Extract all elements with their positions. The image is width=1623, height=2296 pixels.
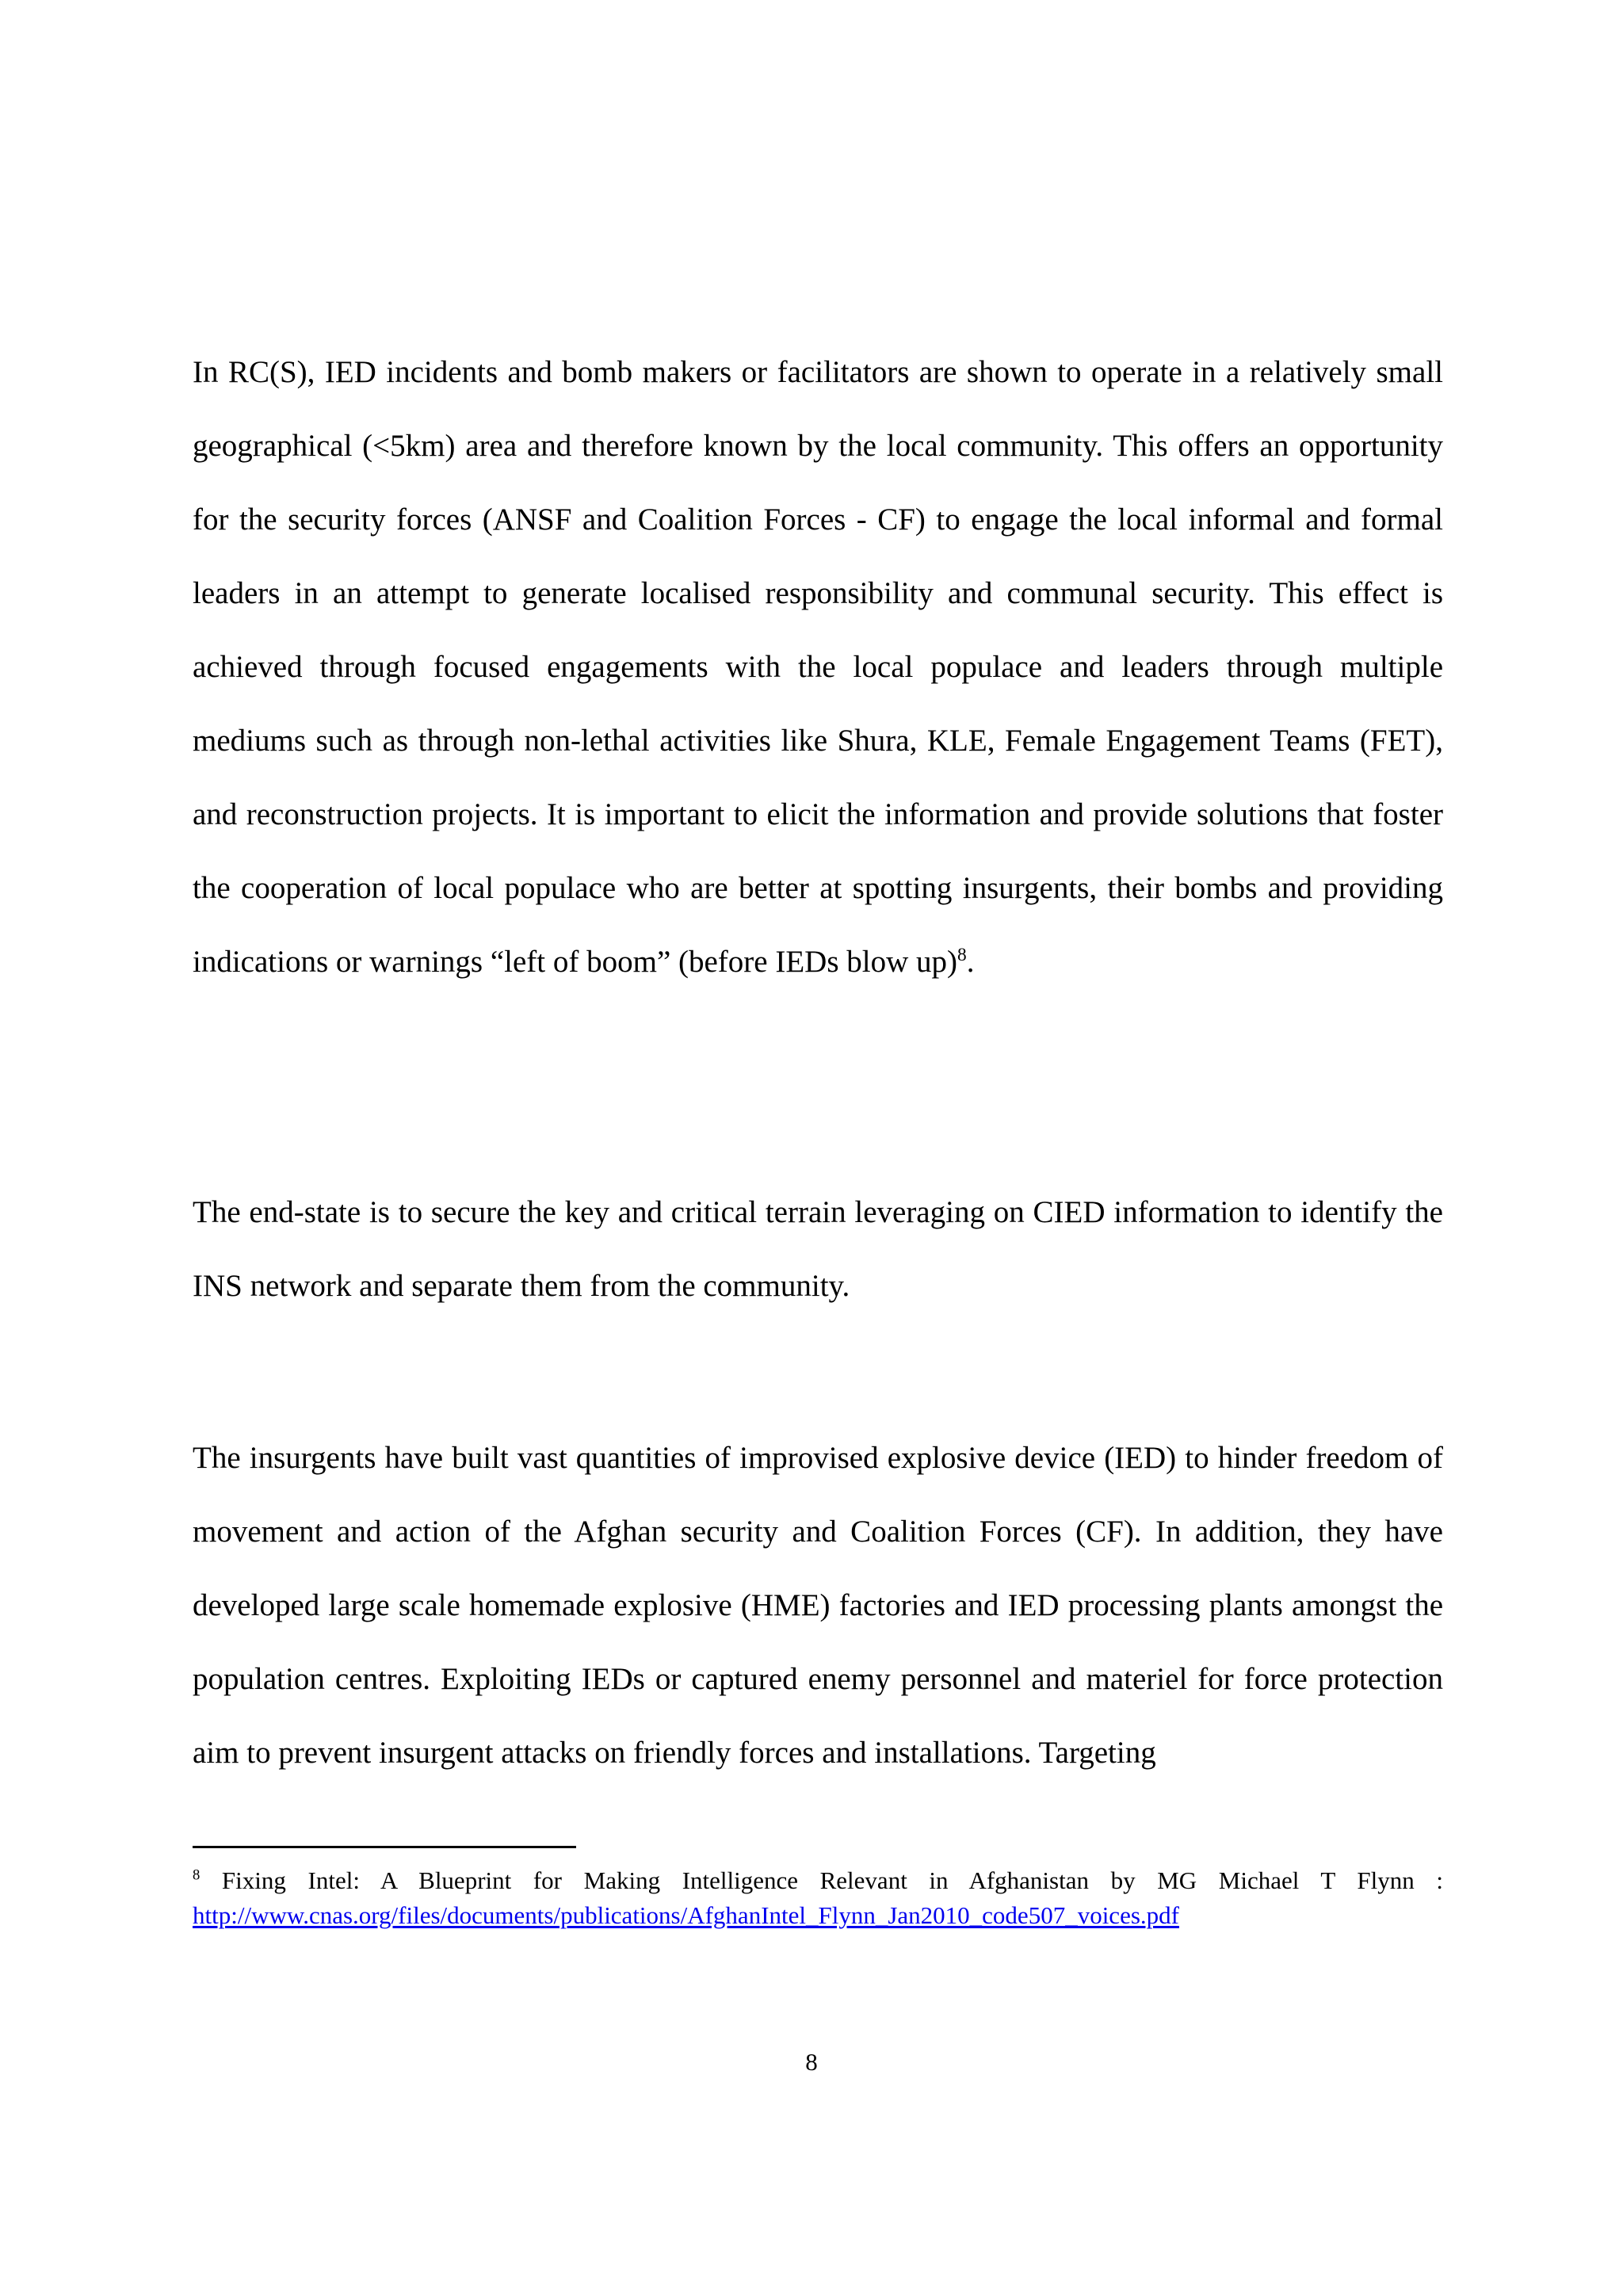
paragraph-3-text: The insurgents have built vast quantities of improvised explosive device (IED) to hinder freedom of movement and action of the Afghan security and Coalition Forces (CF). In addition, they have developed large scale homemade explosive (HME) factories and IED processing plants amongst the population centres. Exploiting IEDs or captured enemy personnel and materiel for force protection aim to prevent insurgent attacks on friendly forces and installations. Targeting bbox=[193, 1441, 1443, 1770]
footnote-text: Fixing Intel: A Blueprint for Making Intelligence Relevant in Afghanistan by MG Michael T Flynn : bbox=[221, 1866, 1443, 1894]
paragraph-1-text: In RC(S), IED incidents and bomb makers or facilitators are shown to operate in a relatively small geographical (<5km) area and therefore known by the local community. This offers an opportunity for the security forces (ANSF and Coalition Forces - CF) to engage the local informal and formal leaders in an attempt to generate localised responsibility and communal security. This effect is achieved through focused engagements with the local populace and leaders through multiple mediums such as through non-lethal activities like Shura, KLE, Female Engagement Teams (FET), and reconstruction projects. It is important to elicit the information and provide solutions that foster the cooperation of local populace who are better at spotting insurgents, their bombs and providing indications or warnings “left of boom” (before IEDs blow up) bbox=[193, 355, 1443, 979]
body-paragraph-2 bbox=[193, 1175, 1443, 1323]
footnote-link[interactable]: http://www.cnas.org/files/documents/publications/AfghanIntel_Flynn_Jan2010_code507_voices.pdf bbox=[193, 1901, 1179, 1929]
footnote-separator bbox=[193, 1846, 576, 1848]
footnote-number: 8 bbox=[193, 1866, 200, 1884]
body-paragraph-1 bbox=[193, 335, 1443, 999]
footnote bbox=[193, 1863, 1443, 1933]
body-paragraph-3 bbox=[193, 1421, 1443, 1790]
paragraph-2-text: The end-state is to secure the key and critical terrain leveraging on CIED information to identify the INS network and separate them from the community. bbox=[193, 1195, 1443, 1303]
footnote-reference[interactable]: 8 bbox=[957, 945, 967, 965]
page-number: 8 bbox=[805, 2048, 818, 2076]
paragraph-1-tail: . bbox=[966, 945, 975, 979]
